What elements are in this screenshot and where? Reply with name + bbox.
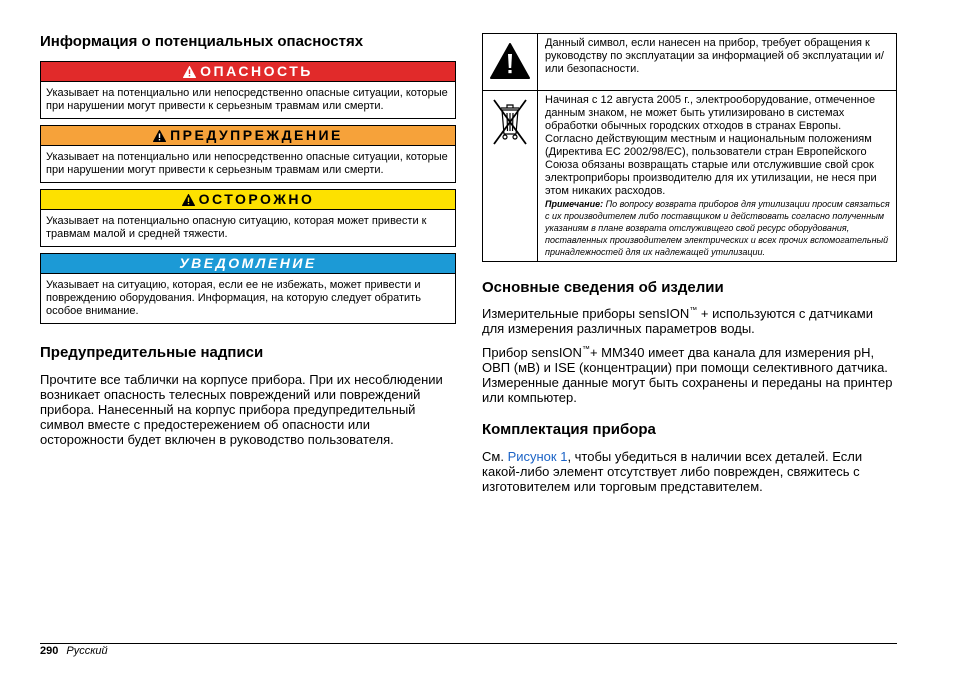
notice-text: Указывает на ситуацию, которая, если ее не избежать, может привести и повреждению оборудования. Информация, на которую следует обратить особое внимание. xyxy=(46,279,421,317)
footer-divider xyxy=(40,643,897,644)
danger-title: ОПАСНОСТЬ xyxy=(200,63,313,79)
figure-1-link[interactable]: Рисунок 1 xyxy=(507,449,568,464)
text-span: + используются с датчиками для измерения различных параметров воды. xyxy=(482,306,873,336)
contents-paragraph xyxy=(482,449,897,494)
heading-warning-labels: Предупредительные надписи xyxy=(40,344,264,361)
text-span: Измерительные приборы sensION xyxy=(482,306,690,321)
symbol-description xyxy=(538,91,897,262)
danger-box xyxy=(40,61,456,119)
warning-text: Указывает на потенциально или непосредственно опасные ситуации, которые при нарушении могут привести к серьезным травмам или смерти. xyxy=(46,151,448,176)
notice-title: УВЕДОМЛЕНИЕ xyxy=(179,255,317,271)
overview-paragraph-1 xyxy=(482,306,897,336)
caution-box xyxy=(40,189,456,247)
weee-text: Начиная с 12 августа 2005 г., электрооборудование, отмеченное данным знаком, не может быть утилизировано в системах обработки обычных городских отходов в странах Европы. Согласно действующим местным и национальным положениям (Директива ЕС 2002/98/EC), пользователи стран Европейского Союза обязаны возвращать старые или отслужившие свой срок электроприборы производителю для их утилизации, не неся при этом никаких расходов. xyxy=(545,94,877,197)
warning-labels-paragraph: Прочтите все таблички на корпусе прибора. При их несоблюдении возникает опасность телесных повреждений или повреждений прибора. Нанесенный на корпус прибора предупредительный символ вместе с предостережением об опасности или осторожности будет включен в руководство пользователя. xyxy=(40,372,443,447)
text-span: + MM340 имеет два канала для измерения pH, ОВП (мВ) и ISE (концентрации) при помощи селективного датчика. Измеренные данные могут быть сохранены и переданы на принтер или компьютер. xyxy=(482,345,893,405)
note-text: По вопросу возврата приборов для утилизации просим связаться с их производителем либо поставщиком и действовать согласно полученным указаниям в плане возврата отслуживщего свой ресурс оборудования, поставленных производителем электрических и всех прочих вспомогательный принадлежностей для их надлежащей утилизации. xyxy=(545,199,890,257)
weee-bin-icon xyxy=(490,135,530,152)
right-column xyxy=(482,33,897,494)
text-span: Прибор sensION xyxy=(482,345,582,360)
weee-note xyxy=(545,198,890,258)
footer-language: Русский xyxy=(66,645,108,657)
symbol-cell xyxy=(483,34,538,91)
symbol-cell xyxy=(483,91,538,262)
table-row xyxy=(483,91,897,262)
warning-header xyxy=(41,126,455,146)
warning-triangle-icon xyxy=(183,64,196,83)
warning-triangle-icon xyxy=(153,128,166,147)
heading-package-contents: Комплектация прибора xyxy=(482,421,656,438)
symbol-description: Данный символ, если нанесен на прибор, требует обращения к руководству по эксплуатации за информацией об эксплуатации и/или безопасности. xyxy=(538,34,897,91)
notice-header xyxy=(41,254,455,274)
danger-header xyxy=(41,62,455,82)
warning-box xyxy=(40,125,456,183)
danger-text: Указывает на потенциально или непосредственно опасные ситуации, которые при нарушении могут привести к серьезным травмам или смерти. xyxy=(46,87,448,112)
notice-box xyxy=(40,253,456,324)
heading-product-overview: Основные сведения об изделии xyxy=(482,279,724,296)
caution-symbol-icon xyxy=(489,67,531,84)
trademark: ™ xyxy=(581,344,590,354)
caution-title: ОСТОРОЖНО xyxy=(198,191,315,207)
trademark: ™ xyxy=(689,305,698,315)
table-row xyxy=(483,34,897,91)
footer xyxy=(40,644,108,658)
note-label: Примечание: xyxy=(545,199,604,209)
text-span: См. xyxy=(482,449,508,464)
symbols-table xyxy=(482,33,897,262)
overview-paragraph-2 xyxy=(482,345,897,405)
warning-title: ПРЕДУПРЕЖДЕНИЕ xyxy=(170,127,343,143)
page-number: 290 xyxy=(40,645,59,657)
caution-text: Указывает на потенциально опасную ситуацию, которая может привести к травмам малой и средней тяжести. xyxy=(46,215,427,240)
warning-triangle-icon xyxy=(182,192,195,211)
heading-hazard-info: Информация о потенциальных опасностях xyxy=(40,33,364,50)
left-column xyxy=(40,33,456,447)
text-span: , чтобы убедиться в наличии всех деталей. Если какой-либо элемент отсутствует либо поврежден, свяжитесь с изготовителем или торговым представителем. xyxy=(482,449,863,494)
caution-header xyxy=(41,190,455,210)
